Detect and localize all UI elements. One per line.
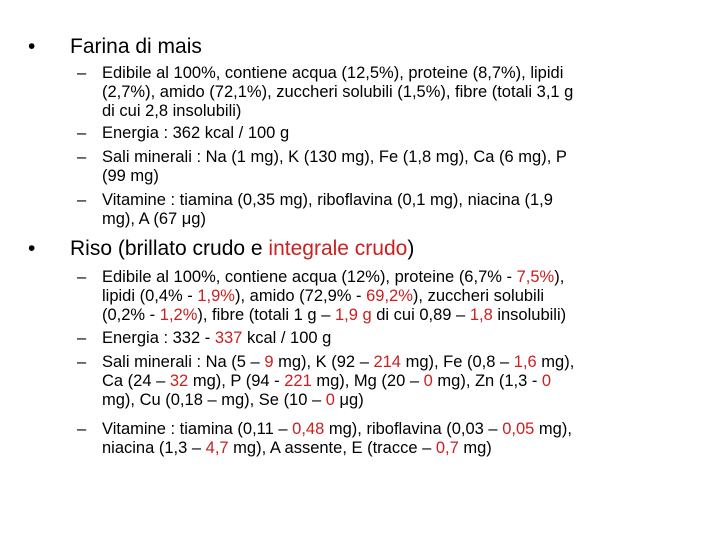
- line: (99 mg): [102, 167, 159, 185]
- text: insolubili): [492, 306, 567, 324]
- line: [102, 372, 574, 391]
- line: [102, 268, 566, 287]
- highlight: 0: [541, 372, 552, 390]
- highlight: 1,8: [469, 306, 493, 324]
- highlight: 4,7: [205, 439, 229, 457]
- text: Energia : 332 -: [102, 329, 215, 347]
- highlight: 32: [169, 372, 189, 390]
- text: mg),: [536, 353, 575, 371]
- highlight: 1,2%: [159, 306, 198, 324]
- highlight: 9: [264, 353, 274, 371]
- line: Sali minerali : Na (1 mg), K (130 mg), Fe (1,8 mg), Ca (6 mg), P: [102, 148, 567, 166]
- highlight: 1,9 g: [334, 306, 372, 324]
- highlight: 0,05: [502, 420, 535, 438]
- text: mg), riboflavina (0,03 –: [324, 420, 503, 438]
- text: di cui 0,89 –: [371, 306, 470, 324]
- text: mg), Zn (1,3 -: [432, 372, 542, 390]
- heading-text: Farina di mais: [70, 35, 202, 58]
- highlight: 214: [373, 353, 401, 371]
- line: [102, 353, 574, 372]
- text: kcal / 100 g: [242, 329, 332, 347]
- dash: –: [77, 148, 87, 166]
- heading-text-part: ): [407, 237, 415, 260]
- text: mg), P (94 -: [188, 372, 285, 390]
- text: ), fibre (totali 1 g –: [197, 306, 335, 324]
- text: Vitamine : tiamina (0,11 –: [102, 420, 293, 438]
- highlight: 1,6: [513, 353, 537, 371]
- line: [102, 306, 566, 325]
- heading-highlight: integrale crudo: [268, 237, 408, 260]
- highlight: 69,2%: [366, 287, 413, 305]
- dash: –: [77, 191, 87, 209]
- dash: –: [77, 124, 87, 142]
- highlight: 0,7: [435, 439, 459, 457]
- dash: –: [77, 353, 87, 371]
- section-heading-mais: [28, 35, 202, 59]
- text: mg), A assente, E (tracce –: [228, 439, 436, 457]
- text: ),: [554, 268, 565, 286]
- dash: –: [77, 420, 87, 438]
- text: mg), Fe (0,8 –: [400, 353, 514, 371]
- text: Edibile al 100%, contiene acqua (12%), proteine (6,7% -: [102, 268, 517, 286]
- text: mg), Mg (20 –: [311, 372, 424, 390]
- text: niacina (1,3 –: [102, 439, 206, 457]
- line: Energia : 362 kcal / 100 g: [102, 124, 290, 142]
- text: mg): [458, 439, 492, 457]
- line: [102, 287, 566, 306]
- line: di cui 2,8 insolubili): [102, 102, 242, 120]
- line: [102, 329, 331, 348]
- heading-text-part: Riso (brillato crudo e: [70, 237, 269, 260]
- highlight: 0,48: [292, 420, 325, 438]
- highlight: 337: [214, 329, 243, 347]
- bullet: •: [28, 237, 36, 260]
- line: Edibile al 100%, contiene acqua (12,5%), proteine (8,7%), lipidi: [102, 64, 564, 82]
- text: ), zuccheri solubili: [412, 287, 545, 305]
- dash: –: [77, 268, 87, 286]
- highlight: 221: [284, 372, 312, 390]
- highlight: 1,9%: [197, 287, 235, 305]
- text: lipidi (0,4% -: [102, 287, 198, 305]
- line: [102, 391, 574, 410]
- dash: –: [77, 64, 87, 82]
- text: mg), K (92 –: [273, 353, 374, 371]
- line: Vitamine : tiamina (0,35 mg), riboflavina (0,1 mg), niacina (1,9: [102, 191, 553, 209]
- text: ), amido (72,9% -: [234, 287, 367, 305]
- line: mg), A (67 μg): [102, 210, 206, 228]
- text: (0,2% -: [102, 306, 160, 324]
- bullet: •: [28, 35, 36, 58]
- dash: –: [77, 329, 87, 347]
- text: Ca (24 –: [102, 372, 170, 390]
- highlight: 0: [325, 391, 335, 409]
- text: mg),: [534, 420, 572, 438]
- section-heading-riso: [28, 237, 414, 261]
- line: [102, 439, 572, 458]
- text: μg): [334, 391, 364, 409]
- line: [102, 420, 572, 439]
- text: Sali minerali : Na (5 –: [102, 353, 265, 371]
- text: mg), Cu (0,18 – mg), Se (10 –: [102, 391, 326, 409]
- highlight: 7,5%: [516, 268, 555, 286]
- line: (2,7%), amido (72,1%), zuccheri solubili (1,5%), fibre (totali 3,1 g: [102, 83, 574, 101]
- highlight: 0: [423, 372, 433, 390]
